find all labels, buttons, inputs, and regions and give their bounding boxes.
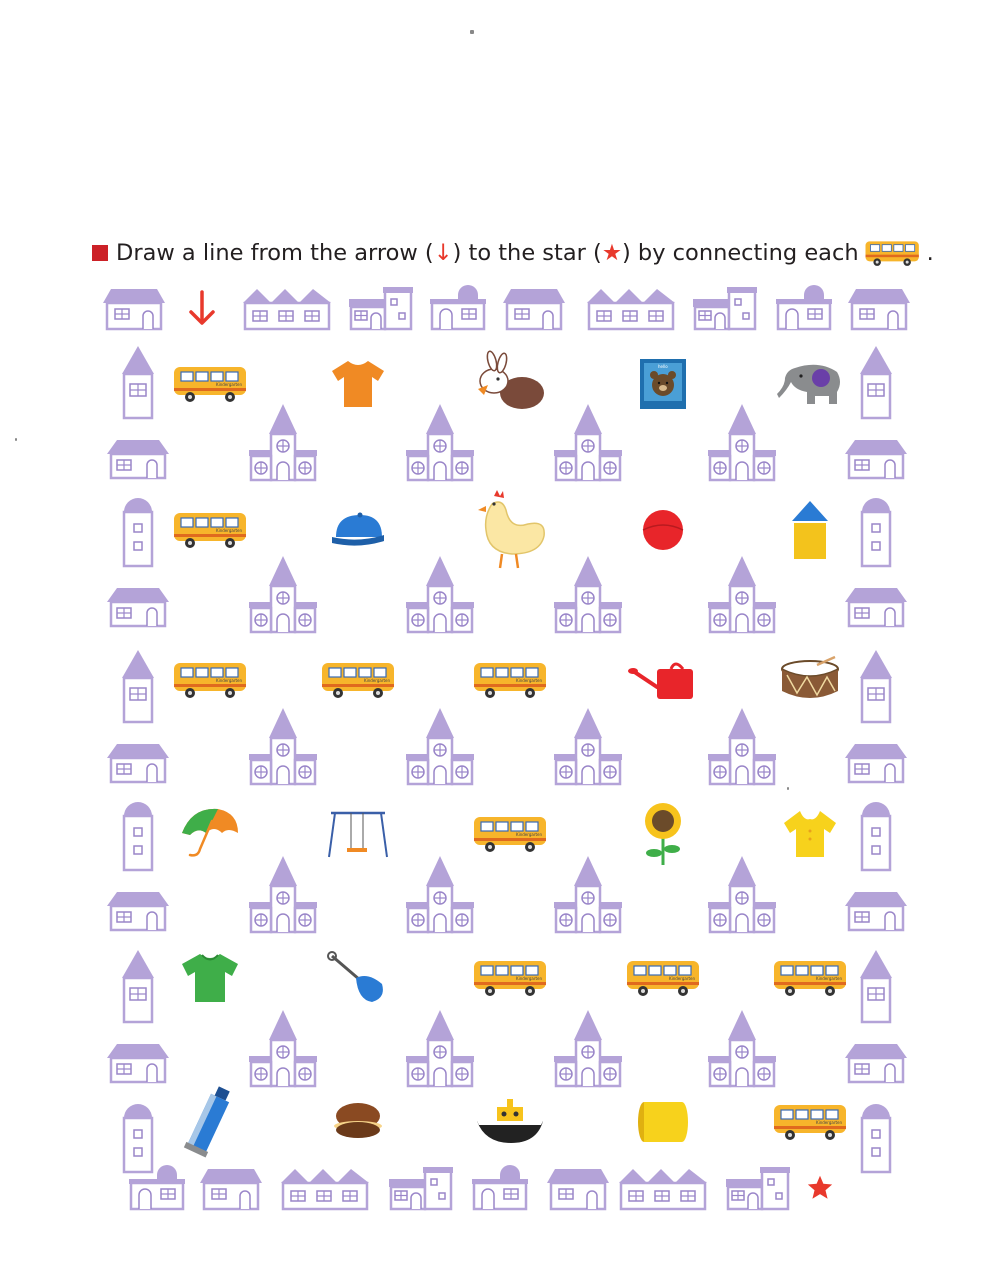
school-bus-icon: [468, 936, 552, 1020]
house-wide: [840, 722, 912, 802]
tower-round: [102, 794, 174, 874]
row-houses-3: [277, 1162, 373, 1214]
dorayaki-icon: [316, 1080, 400, 1164]
church-icon: [548, 703, 628, 789]
instruction-text-before: Draw a line from the arrow (: [116, 240, 434, 266]
school-bus-icon: [316, 638, 400, 722]
school-bus-icon: [621, 936, 705, 1020]
school-bus-icon: [468, 638, 552, 722]
picture-book-icon: [621, 342, 705, 426]
t-shirt-orange-icon: [316, 342, 400, 426]
church-icon: [243, 703, 323, 789]
instruction: [92, 236, 952, 270]
church-icon: [243, 551, 323, 637]
t-shirt-green-icon: [168, 936, 252, 1020]
house-wide: [102, 1022, 174, 1102]
school-bus-icon: [168, 638, 252, 722]
church-icon: [243, 399, 323, 485]
down-arrow-icon: [154, 282, 250, 334]
svg-text:Kindergarten: Kindergarten: [816, 1120, 843, 1125]
scan-speck: [787, 787, 789, 790]
instruction-arrow-glyph: ↓: [433, 240, 453, 266]
svg-text:hello: hello: [658, 364, 668, 369]
umbrella-icon: [168, 792, 252, 876]
house-wide: [840, 418, 912, 498]
svg-text:Kindergarten: Kindergarten: [216, 678, 243, 683]
house-wide: [102, 870, 174, 950]
house-small: [486, 282, 582, 334]
bullet-square-icon: [92, 245, 108, 261]
church-icon: [548, 851, 628, 937]
church-icon: [548, 1005, 628, 1091]
instruction-end: .: [926, 240, 934, 266]
row-houses-3: [615, 1162, 711, 1214]
house-wide: [840, 566, 912, 646]
svg-text:Kindergarten: Kindergarten: [816, 976, 843, 981]
scan-speck: [470, 30, 474, 34]
scan-speck: [15, 438, 17, 441]
swing-icon: [316, 792, 400, 876]
tower-icon: [102, 646, 174, 726]
house-small: [183, 1162, 279, 1214]
elephant-icon: [768, 342, 852, 426]
cap-icon: [316, 488, 400, 572]
row-houses-3: [583, 282, 679, 334]
svg-text:Kindergarten: Kindergarten: [516, 832, 543, 837]
house-wide: [102, 566, 174, 646]
svg-text:Kindergarten: Kindergarten: [516, 976, 543, 981]
red-ball-icon: [621, 488, 705, 572]
drum-icon: [768, 638, 852, 722]
instruction-text-after: ) by connecting each: [622, 240, 859, 266]
house-wide: [102, 418, 174, 498]
shovel-icon: [316, 936, 400, 1020]
house-small: [530, 1162, 626, 1214]
sunflower-icon: [621, 792, 705, 876]
svg-text:Kindergarten: Kindergarten: [669, 976, 696, 981]
star-icon: [772, 1162, 868, 1214]
church-icon: [243, 851, 323, 937]
boat-icon: [468, 1080, 552, 1164]
instruction-star-glyph: ★: [601, 240, 622, 266]
tower-round: [102, 490, 174, 570]
house-wide: [102, 722, 174, 802]
svg-text:Kindergarten: Kindergarten: [216, 528, 243, 533]
instruction-text-middle: ) to the star (: [452, 240, 602, 266]
row-houses-3: [239, 282, 335, 334]
paint-tube-icon: [168, 1080, 252, 1164]
house-small: [831, 282, 927, 334]
tower-icon: [102, 342, 174, 422]
school-bus-icon: [768, 1080, 852, 1164]
tower-icon: [102, 946, 174, 1026]
blouse-icon: [768, 792, 852, 876]
church-icon: [548, 551, 628, 637]
watering-can-icon: [621, 638, 705, 722]
rooster-icon: [468, 488, 552, 572]
church-icon: [243, 1005, 323, 1091]
school-bus-icon: [863, 238, 923, 268]
toy-block-icon: [768, 488, 852, 572]
yellow-bale-icon: [621, 1080, 705, 1164]
rabbit-icon: [468, 342, 552, 426]
school-bus-icon: [468, 792, 552, 876]
svg-text:Kindergarten: Kindergarten: [364, 678, 391, 683]
school-bus-icon: [168, 488, 252, 572]
svg-text:Kindergarten: Kindergarten: [216, 382, 243, 387]
svg-text:Kindergarten: Kindergarten: [516, 678, 543, 683]
church-icon: [548, 399, 628, 485]
school-bus-icon: [168, 342, 252, 426]
school-bus-icon: [768, 936, 852, 1020]
